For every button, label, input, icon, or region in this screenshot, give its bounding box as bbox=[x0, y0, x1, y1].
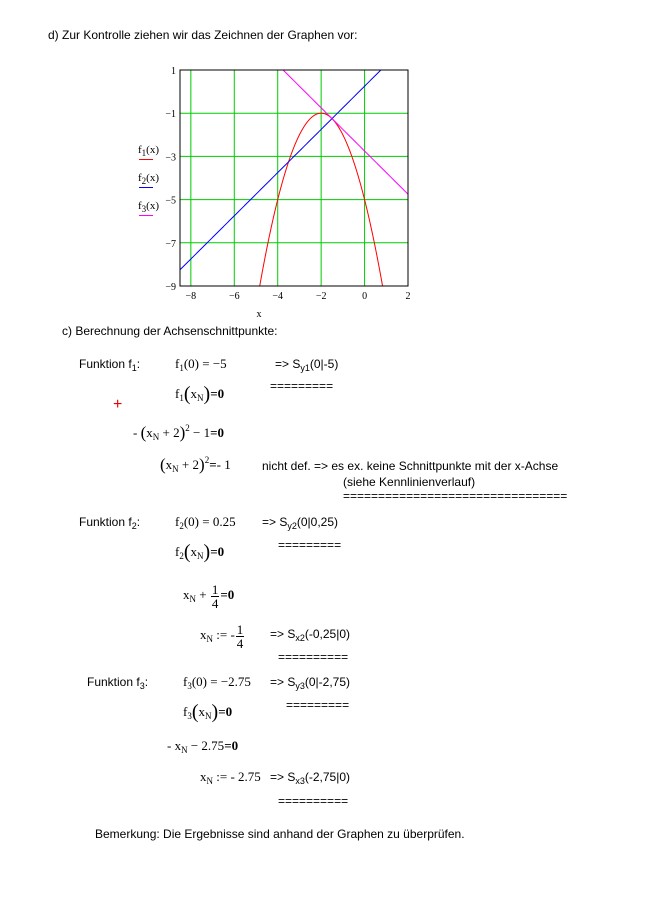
y-tick-label: 1 bbox=[171, 66, 176, 77]
legend-swatch-f3 bbox=[139, 215, 153, 216]
y-tick-label: −3 bbox=[165, 152, 176, 164]
plot-frame bbox=[180, 70, 408, 286]
x-tick-label: −6 bbox=[228, 291, 240, 302]
f1-note-underline: ================================ bbox=[343, 489, 568, 503]
f3-linear-eq: - $x_N - 2.75=0$ bbox=[167, 738, 239, 755]
series-line-f3 bbox=[283, 70, 408, 194]
f3-root: $x_N$ := - 2.75 bbox=[200, 769, 261, 786]
f2-y-intercept: => $S_{y2}(0|0,25)$ bbox=[262, 515, 339, 531]
f2-zero-eq: $f_2(x_N)=0$ bbox=[175, 541, 225, 563]
f1-note: nicht def. => es ex. keine Schnittpunkte mit der x-Achse bbox=[262, 459, 559, 473]
f3-x-underline: ========== bbox=[278, 794, 349, 808]
f3-zero-eq: $f_3(x_N)=0$ bbox=[183, 701, 233, 723]
y-tick-label: −5 bbox=[165, 195, 176, 207]
f1-label: Funktion $f_1$: bbox=[79, 357, 141, 373]
f2-root: $x_N$ := - $\frac{1}{4}$ bbox=[200, 621, 244, 651]
f2-x-underline: ========== bbox=[278, 650, 349, 664]
cursor-mark: + bbox=[113, 396, 123, 413]
x-axis-label: x bbox=[256, 309, 262, 320]
f2-underline: ========= bbox=[278, 538, 342, 552]
chart-grid bbox=[180, 70, 408, 286]
chart-ticks bbox=[165, 66, 410, 320]
y-tick-label: −9 bbox=[165, 282, 176, 293]
chart-curves bbox=[180, 70, 408, 286]
f1-y-intercept: => $S_{y1}(0|-5)$ bbox=[275, 357, 339, 373]
f1-zero-eq: $f_1(x_N)=0$ bbox=[175, 383, 225, 405]
f1-eval: $f_1(0) = -5$ bbox=[175, 356, 227, 373]
f2-x-intercept: => $S_{x2}(-0,25|0)$ bbox=[270, 627, 351, 643]
remark: Bemerkung: Die Ergebnisse sind anhand der Graphen zu überprüfen. bbox=[95, 827, 465, 841]
f1-underline: ========= bbox=[270, 379, 334, 393]
x-tick-label: −8 bbox=[185, 291, 197, 302]
legend-swatch-f1 bbox=[139, 159, 153, 160]
f2-linear-eq: $x_N$ + $\frac{1}{4}$ =0 bbox=[183, 581, 235, 611]
f3-eval: $f_3(0) = -2.75$ bbox=[183, 674, 251, 691]
f1-expanded-eq: - $(x_N + 2)^2 - 1=0$ bbox=[133, 423, 225, 442]
x-tick-label: −2 bbox=[315, 291, 327, 302]
x-tick-label: 2 bbox=[405, 291, 411, 302]
section-heading-c: c) Berechnung der Achsenschnittpunkte: bbox=[62, 324, 278, 338]
f2-eval: $f_2(0) = 0.25$ bbox=[175, 514, 236, 531]
f1-note2: (siehe Kennlinienverlauf) bbox=[343, 475, 476, 489]
legend-f2: $f_2(x)$ bbox=[138, 172, 159, 186]
f1-square-eq: $(x_N + 2)^2=-$ 1 bbox=[160, 455, 231, 474]
f3-label: Funktion $f_3$: bbox=[87, 675, 149, 691]
f2-label: Funktion $f_2$: bbox=[79, 515, 141, 531]
legend-swatch-f2 bbox=[139, 187, 153, 188]
f3-x-intercept: => $S_{x3}(-2,75|0)$ bbox=[270, 770, 351, 786]
section-heading-d: d) Zur Kontrolle ziehen wir das Zeichnen der Graphen vor: bbox=[48, 28, 358, 42]
legend-f1: $f_1(x)$ bbox=[138, 144, 159, 158]
function-graph bbox=[130, 60, 420, 325]
x-tick-label: 0 bbox=[362, 291, 368, 302]
legend-f3: $f_3(x)$ bbox=[138, 200, 159, 214]
f3-underline: ========= bbox=[286, 698, 350, 712]
y-tick-label: −7 bbox=[165, 238, 176, 250]
x-tick-label: −4 bbox=[272, 291, 284, 302]
f3-y-intercept: => $S_{y3}(0|-2,75)$ bbox=[270, 675, 351, 691]
series-line-f2 bbox=[180, 70, 381, 270]
y-tick-label: −1 bbox=[165, 109, 176, 121]
